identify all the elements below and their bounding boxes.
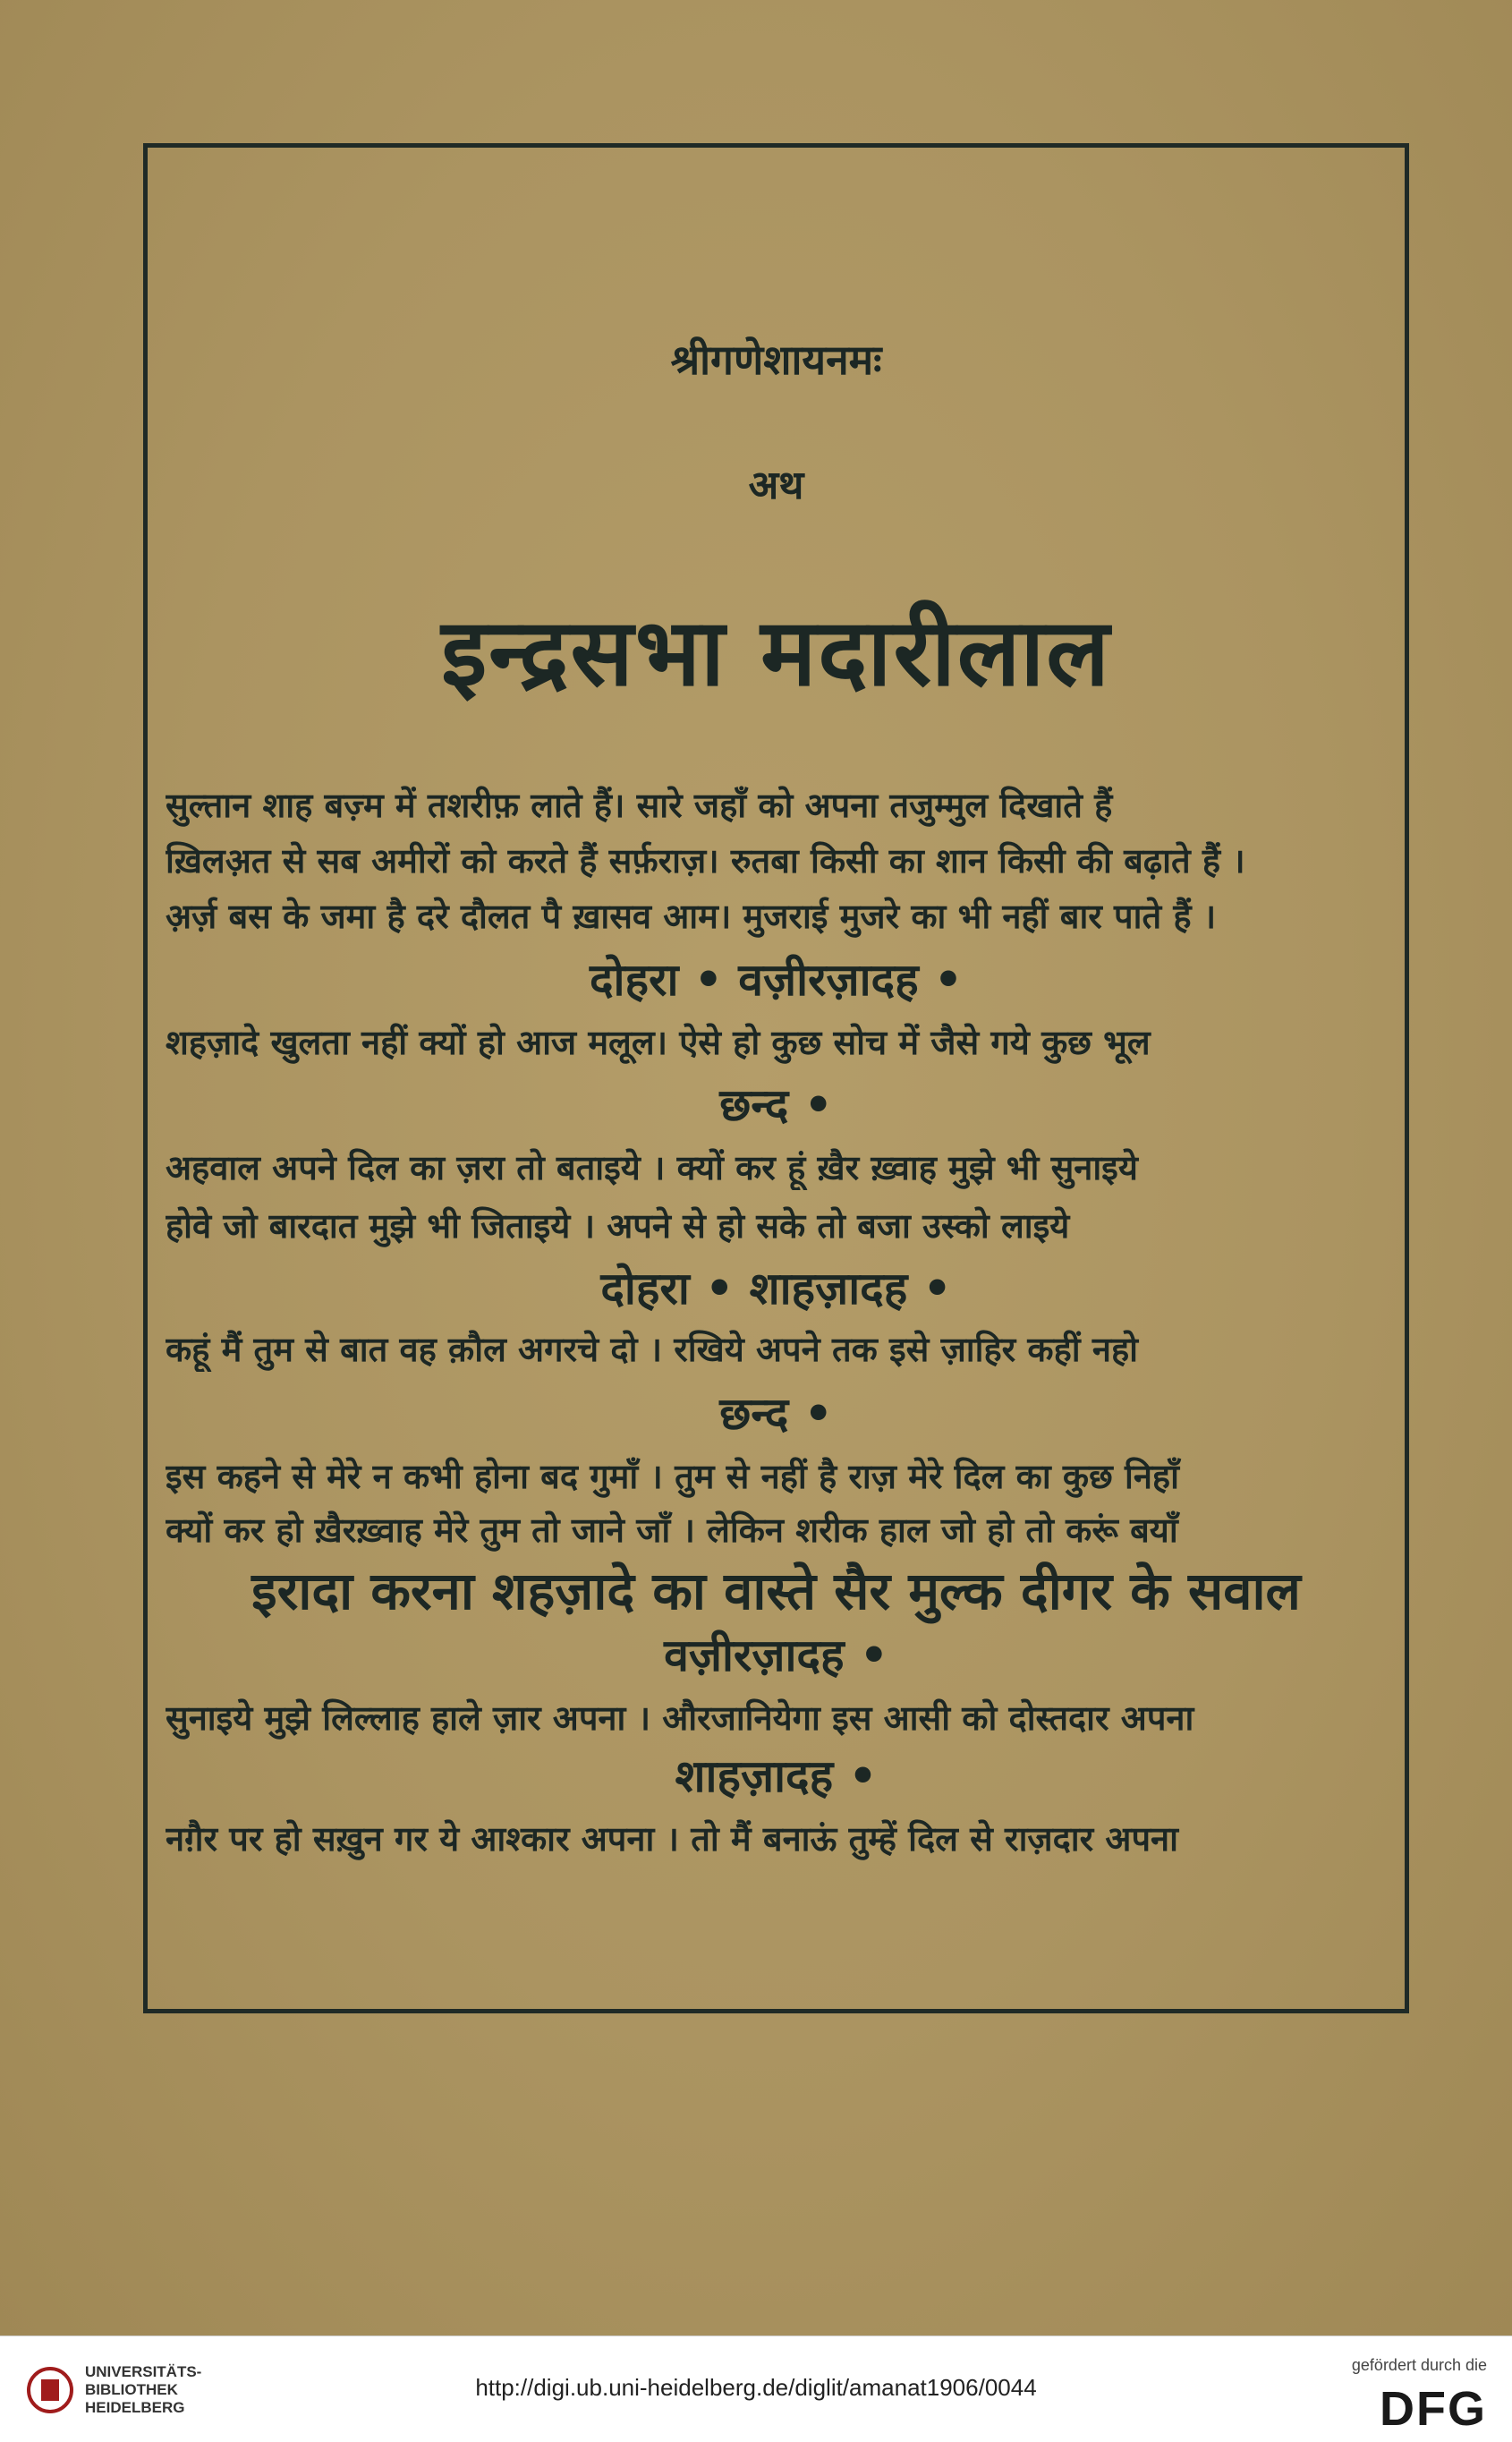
verse-line: सुनाइये मुझे लिल्लाह हाले ज़ार अपना । औरजानियेगा इस आसी को दोस्तदार अपना bbox=[166, 1698, 1194, 1738]
verse-line: इस कहने से मेरे न कभी होना बद गुमाँ । तुम से नहीं है राज़ मेरे दिल का कुछ निहाँ bbox=[166, 1457, 1179, 1496]
invocation: श्रीगणेशायनमः bbox=[670, 336, 882, 384]
section-heading: शाहज़ादह • bbox=[675, 1750, 878, 1802]
section-heading: छन्द • bbox=[719, 1079, 833, 1131]
section-heading: छन्द • bbox=[719, 1388, 833, 1440]
section-heading: वज़ीरज़ादह • bbox=[664, 1629, 888, 1681]
footer-bar bbox=[0, 2336, 1512, 2442]
atha-marker: अथ bbox=[748, 463, 804, 508]
page-content bbox=[148, 148, 1405, 2009]
verse-line: क्यों कर हो ख़ैरख़्वाह मेरे तुम तो जाने जाँ । लेकिन शरीक हाल जो हो तो करूं बयाँ bbox=[166, 1510, 1178, 1550]
section-heading: दोहरा • वज़ीरज़ादह • bbox=[589, 954, 964, 1006]
section-heading: दोहरा • शाहज़ादह • bbox=[600, 1263, 952, 1315]
verse-line: सुल्तान शाह बज़्म में तशरीफ़ लाते हैं। सारे जहाँ को अपना तजुम्मुल दिखाते हैं bbox=[166, 786, 1113, 825]
verse-line: ख़िलअ़त से सब अमीरों को करते हैं सर्फ़राज़। रुतबा किसी का शान किसी की बढ़ाते हैं । bbox=[166, 841, 1245, 881]
verse-line: अहवाल अपने दिल का ज़रा तो बताइये । क्यों कर हूं ख़ैर ख़्वाह मुझे भी सुनाइये bbox=[166, 1148, 1138, 1187]
institution-name: UNIVERSITÄTS- BIBLIOTHEK HEIDELBERG bbox=[85, 2363, 202, 2416]
verse-line: होवे जो बारदात मुझे भी जिताइये । अपने से हो सके तो बजा उस्को लाइये bbox=[166, 1206, 1070, 1246]
source-url-link[interactable]: http://digi.ub.uni-heidelberg.de/diglit/amanat1906/0044 bbox=[475, 2374, 1037, 2401]
text-frame bbox=[143, 143, 1409, 2013]
verse-line: नग़ैर पर हो सख़ुन गर ये आश्कार अपना । तो मैं बनाऊं तुम्हें दिल से राज़दार अपना bbox=[166, 1819, 1178, 1859]
verse-line: अ़र्ज़ बस के जमा है दरे दौलत पै ख़ासव आम। मुजराई मुजरे का भी नहीं बार पाते हैं । bbox=[166, 897, 1217, 936]
funding-note: gefördert durch die bbox=[1351, 2356, 1487, 2374]
verse-line: शहज़ादे खुलता नहीं क्यों हो आज मलूल। ऐसे हो कुछ सोच में जैसे गये कुछ भूल bbox=[166, 1023, 1151, 1062]
page-title: इन्द्रसभा मदारीलाल bbox=[441, 598, 1111, 707]
section-heading-large: इरादा करना शहज़ादे का वास्ते सैर मुल्क दीगर के सवाल bbox=[251, 1561, 1301, 1621]
verse-line: कहूं मैं तुम से बात वह क़ौल अगरचे दो । रखिये अपने तक इसे ज़ाहिर कहीं नहो bbox=[166, 1330, 1138, 1369]
dfg-logo: DFG bbox=[1380, 2382, 1487, 2436]
